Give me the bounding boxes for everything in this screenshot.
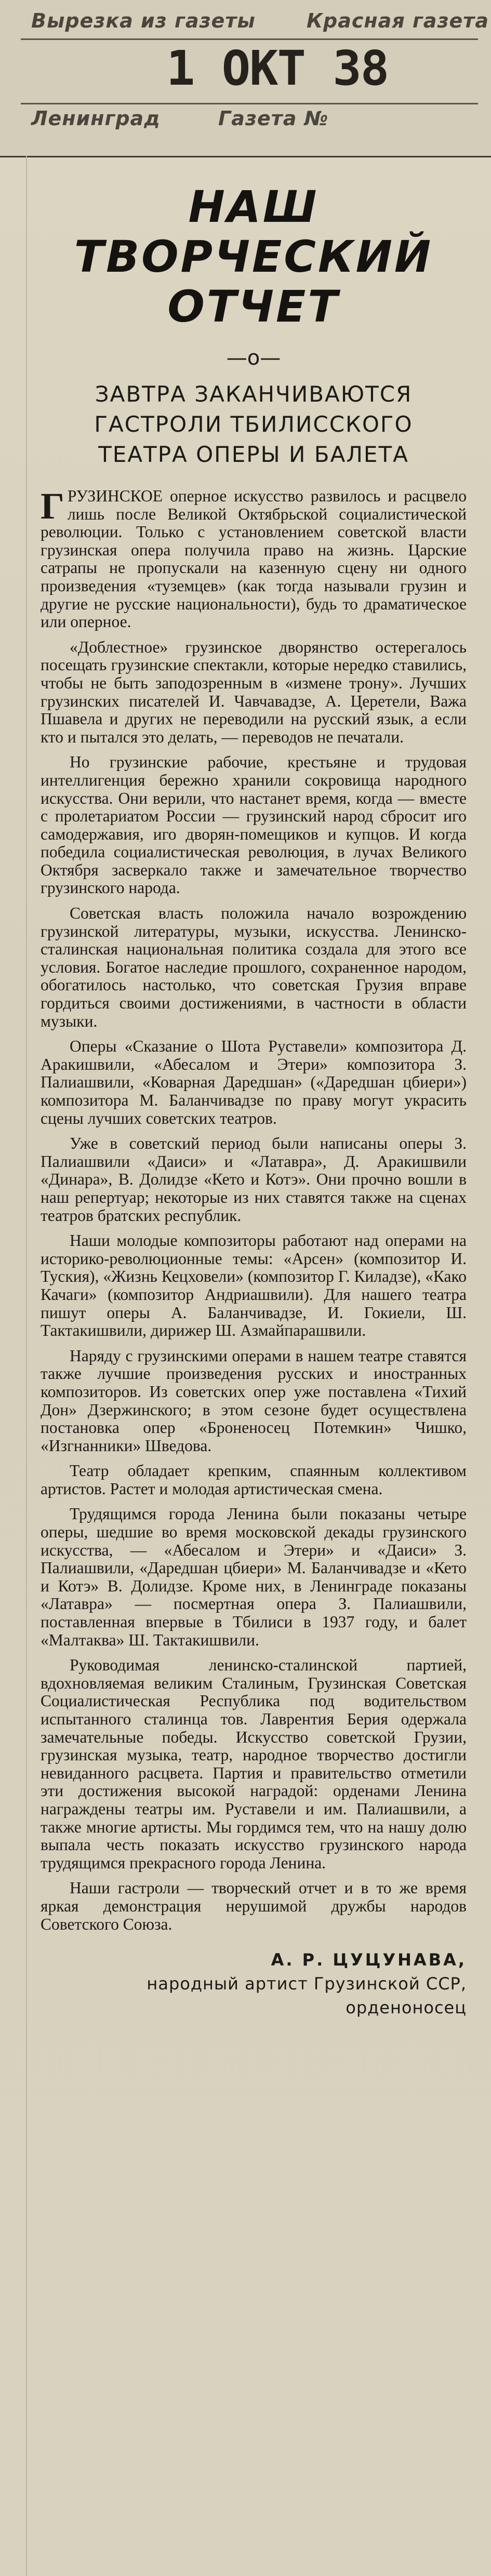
headline-separator: —о— — [226, 346, 281, 370]
stamp-rule-middle — [21, 103, 478, 104]
subhead-line-1: ЗАВТРА ЗАКАНЧИВАЮТСЯ — [95, 381, 413, 407]
paragraph-2: «Доблестное» грузинское дворянство остерегалось посещать грузинские спектакли, которые нередко ставились, чтобы не быть заподозренным в «измене трону». Лучших грузинских писателей И. Чавчавадзе, А. Церетели, Важа Пшавела и других не переводили на русский язык, а если кто и пытался это делать, — переводов не печатали. — [41, 638, 467, 746]
subheadline — [41, 379, 467, 470]
column-rule — [26, 156, 27, 2576]
paragraph-10: Трудящимся города Ленина были показаны четыре оперы, шедшие во время московской декады грузинского искусства, — «Абесалом и Этери» и «Даиси» З. Палиашвили, «Даредшан цбиери» М. Баланчивадзе и «Кето и Котэ» В. Долидзе. Кроме них, в Ленинграде показаны «Латавра» — посмертная опера З. Палиашвили, поставленная впервые в Тбилиси в 1937 году, и балет «Малтаква» Ш. Тактакишвили. — [41, 1505, 467, 1649]
headline — [41, 171, 467, 331]
paragraph-9: Театр обладает крепким, спаянным коллективом артистов. Растет и молодая артистическая смена. — [41, 1462, 467, 1498]
article — [41, 171, 467, 2020]
paragraph-11: Руководимая ленинско-сталинской партией, вдохновляемая великим Сталиным, Грузинская Советская Социалистическая Республика под водительством испытанного сталинца тов. Лаврентия Берия одержала замечательные победы. Искусство советской Грузии, грузинская музыка, театр, народное творчество достигли невиданного расцвета. Партия и правительство отметили эти достижения высокой наградой: орденами Ленина награждены театры им. Руставели и им. Палиашвили, а также многие артисты. Мы гордимся тем, что на нашу долю выпала честь показать искусство грузинского народа трудящимся прекрасного города Ленина. — [41, 1656, 467, 1872]
author-award: орденоносец — [346, 1998, 467, 2018]
paragraph-5: Оперы «Сказание о Шота Руставели» композитора Д. Аракишвили, «Абесалом и Этери» композитора З. Палиашвили, «Коварная Даредшан» («Даредшан цбиери») композитора М. Баланчивадзе по праву могут украсить сцены лучших советских театров. — [41, 1037, 467, 1127]
article-body — [41, 487, 467, 1933]
headline-line-1: НАШ ТВОРЧЕСКИЙ — [74, 181, 433, 282]
paragraph-4: Советская власть положила начало возрождению грузинской литературы, музыки, искусства. Ленинско-сталинская национальная политика создала для этого все условия. Богатое наследие прошлого, сохраненное народом, обогатилось настолько, что советская Грузия вправе гордиться своими достижениями, в частности в области музыки. — [41, 904, 467, 1030]
author-title: народный артист Грузинской ССР, — [147, 1974, 467, 1994]
clipping-stamp — [0, 0, 491, 157]
paragraph-6: Уже в советский период были написаны оперы З. Палиашвили «Даиси» и «Латавра», Д. Аракишвили «Динара», В. Долидзе «Кето и Котэ». Они прочно вошли в наш репертуар; некоторые из них ставятся также на сценах театров братских республик. — [41, 1134, 467, 1225]
paragraph-12: Наши гастроли — творческий отчет и в то же время яркая демонстрация нерушимой дружбы народов Советского Союза. — [41, 1879, 467, 1933]
newspaper-name: Красная газета — [307, 9, 489, 32]
stamp-date: 1 ОКТ 38 — [166, 41, 389, 96]
dropcap: Г — [41, 485, 64, 527]
stamp-rule-top — [21, 38, 478, 40]
stamp-gazette-number: Газета № — [218, 107, 329, 130]
signature-block — [41, 1948, 467, 2020]
paragraph-1: ГРУЗИНСКОЕ оперное искусство развилось и расцвело лишь после Великой Октябрьской социалистической революции. Только с установлением советской власти грузинская опера получила право на жизнь. Царские сатрапы не пропускали на казенную сцену ни одного произведения «туземцев» (как тогда называли грузин и другие не русские национальности), будь то драматическое или оперное. — [41, 485, 467, 631]
subhead-line-2: ГАСТРОЛИ ТБИЛИССКОГО — [94, 411, 413, 437]
headline-line-2: ОТЧЕТ — [167, 281, 340, 332]
paragraph-8: Наряду с грузинскими операми в нашем театре ставятся также лучшие произведения русских и иностранных композиторов. Из советских опер уже поставлена «Тихий Дон» Дзержинского; в этом сезоне будет осуществлена постановка опер «Броненосец Потемкин» Чишко, «Изгнанники» Шведова. — [41, 1346, 467, 1455]
clipping-label: Вырезка из газеты — [31, 9, 256, 32]
paragraph-7: Наши молодые композиторы работают над операми на историко-революционные темы: «Арсен» (композитор И. Туския), «Жизнь Кецховели» (композитор Г. Киладзе), «Како Качаги» (композитор Андриашвили). Для нашего театра пишут оперы А. Баланчивадзе, И. Гокиели, Ш. Тактакишвили, дирижер Ш. Азмайпарашвили. — [41, 1231, 467, 1340]
author-name: А. Р. ЦУЦУНАВА, — [271, 1950, 467, 1970]
stamp-city: Ленинград — [31, 107, 161, 130]
paragraph-3: Но грузинские рабочие, крестьяне и трудовая интеллигенция бережно хранили сокровища народного искусства. Они верили, что настанет время, когда — вместе с пролетариатом России — грузинский народ сбросит иго самодержавия, иго дворян-помещиков и купцов. И когда победила социалистическая революция, в лучах Великого Октября засверкало также и замечательное творчество грузинского народа. — [41, 753, 467, 897]
subhead-line-3: ТЕАТРА ОПЕРЫ И БАЛЕТА — [98, 442, 409, 467]
